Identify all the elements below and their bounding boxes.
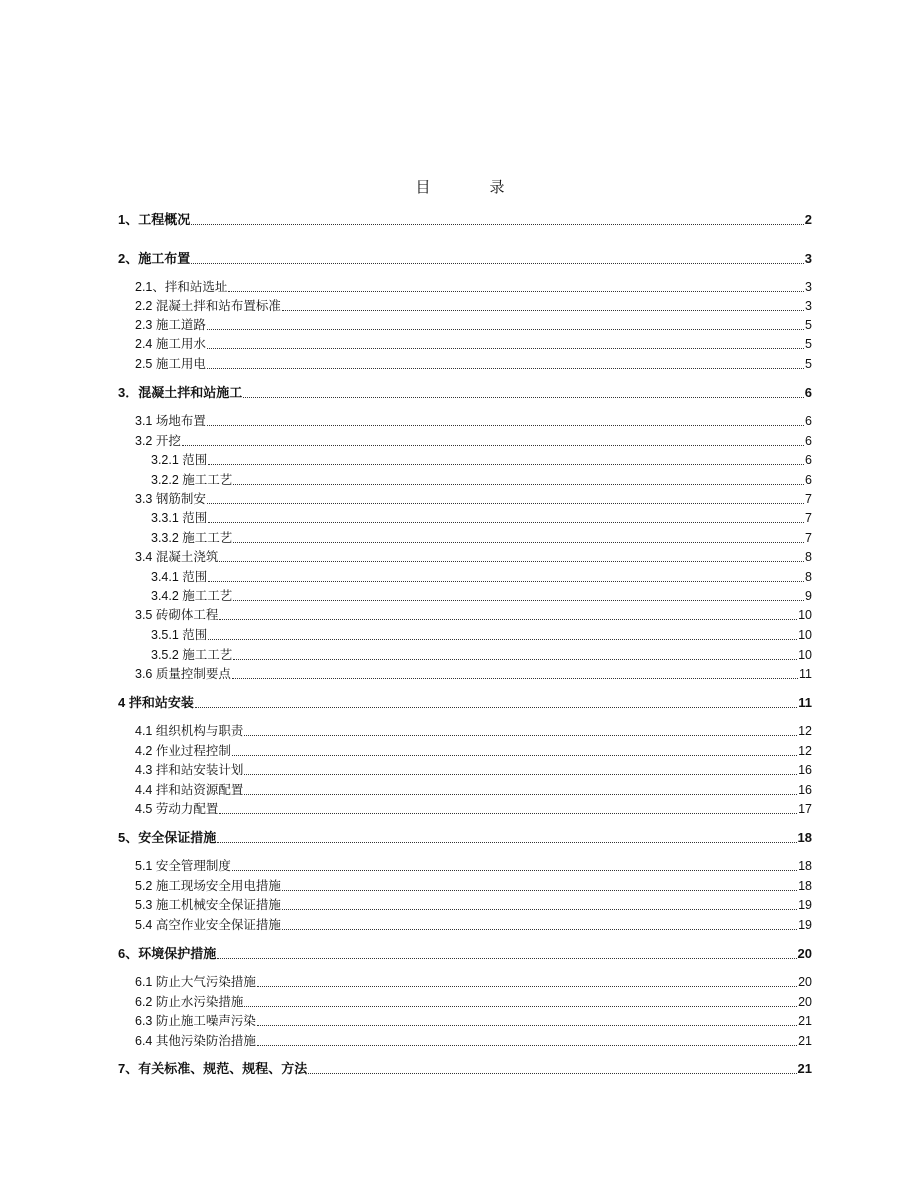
toc-entry[interactable] — [151, 646, 812, 664]
dot-leader — [208, 522, 804, 523]
toc-entry[interactable] — [151, 509, 812, 527]
toc-entry[interactable] — [151, 471, 812, 489]
toc-entry-label: 3.4.1 范围 — [151, 570, 208, 584]
toc-entry-label: 6、环境保护措施 — [118, 946, 217, 961]
toc-entry-page-number: 18 — [797, 830, 812, 845]
toc-entry-page-number: 20 — [798, 995, 812, 1009]
toc-entry-page-number: 3 — [805, 299, 812, 313]
toc-entry[interactable] — [135, 432, 812, 450]
toc-entry-page-number: 8 — [805, 570, 812, 584]
toc-entry-label: 2.1、拌和站选址 — [135, 280, 228, 294]
dot-leader — [219, 813, 797, 814]
dot-leader — [182, 445, 804, 446]
toc-entry-label: 1、工程概况 — [118, 212, 191, 227]
toc-entry-page-number: 7 — [805, 511, 812, 525]
toc-entry-label: 4.3 拌和站安装计划 — [135, 763, 244, 777]
toc-entry[interactable] — [151, 626, 812, 644]
toc-entry-page-number: 10 — [798, 628, 812, 642]
toc-entry[interactable] — [135, 857, 812, 875]
toc-entry-page-number: 18 — [798, 859, 812, 873]
toc-entry[interactable] — [135, 606, 812, 624]
toc-entry[interactable] — [135, 916, 812, 934]
toc-entry-page-number: 7 — [805, 492, 812, 506]
toc-entry-label: 3.1 场地布置 — [135, 414, 206, 428]
dot-leader — [257, 986, 797, 987]
toc-entry-label: 4 拌和站安装 — [118, 695, 194, 710]
toc-entry-page-number: 11 — [798, 695, 812, 710]
toc-entry-page-number: 5 — [805, 318, 812, 332]
toc-entry-page-number: 18 — [798, 879, 812, 893]
toc-entry[interactable] — [151, 568, 812, 586]
toc-entry-label: 3.5 砖砌体工程 — [135, 608, 219, 622]
toc-entry-page-number: 7 — [805, 531, 812, 545]
toc-entry-label: 5.1 安全管理制度 — [135, 859, 231, 873]
dot-leader — [233, 659, 797, 660]
toc-entry-page-number: 6 — [805, 434, 812, 448]
dot-leader — [233, 542, 804, 543]
toc-title: 目 录 — [415, 178, 527, 196]
toc-entry[interactable] — [135, 973, 812, 991]
toc-entry-label: 2.2 混凝土拌和站布置标准 — [135, 299, 281, 313]
toc-entry[interactable] — [118, 1060, 812, 1078]
toc-entry-page-number: 3 — [804, 251, 812, 266]
toc-entry-label: 6.4 其他污染防治措施 — [135, 1034, 256, 1048]
toc-entry-label: 3.4.2 施工工艺 — [151, 589, 233, 603]
dot-leader — [282, 929, 797, 930]
toc-entry[interactable] — [135, 355, 812, 373]
toc-entry-page-number: 10 — [798, 648, 812, 662]
toc-entry-page-number: 16 — [798, 783, 812, 797]
dot-leader — [282, 909, 797, 910]
toc-entry-label: 2.3 施工道路 — [135, 318, 206, 332]
dot-leader — [244, 774, 797, 775]
toc-entry-label: 3．混凝土拌和站施工 — [118, 385, 243, 400]
toc-entry-label: 4.5 劳动力配置 — [135, 802, 219, 816]
toc-entry-page-number: 9 — [805, 589, 812, 603]
toc-entry[interactable] — [151, 451, 812, 469]
toc-entry-page-number: 6 — [805, 414, 812, 428]
dot-leader — [217, 958, 796, 959]
toc-entry-page-number: 6 — [805, 453, 812, 467]
dot-leader — [244, 1006, 797, 1007]
toc-entry[interactable] — [118, 250, 812, 268]
toc-entry-page-number: 8 — [805, 550, 812, 564]
toc-entry-label: 3.2 开挖 — [135, 434, 181, 448]
toc-entry-page-number: 2 — [804, 212, 812, 227]
dot-leader — [195, 707, 797, 708]
dot-leader — [257, 1025, 797, 1026]
toc-entry-page-number: 21 — [797, 1061, 812, 1076]
toc-entry-page-number: 10 — [798, 608, 812, 622]
toc-entry-label: 6.2 防止水污染措施 — [135, 995, 244, 1009]
toc-entry-label: 2.4 施工用水 — [135, 337, 206, 351]
dot-leader — [232, 870, 797, 871]
toc-entry-label: 5、安全保证措施 — [118, 830, 217, 845]
toc-entry-page-number: 11 — [799, 667, 812, 681]
toc-entry-label: 3.3.2 施工工艺 — [151, 531, 233, 545]
toc-entry[interactable] — [135, 548, 812, 566]
toc-entry-page-number: 20 — [798, 975, 812, 989]
toc-entry-label: 4.2 作业过程控制 — [135, 744, 231, 758]
toc-entry-label: 6.3 防止施工噪声污染 — [135, 1014, 256, 1028]
toc-entry-page-number: 6 — [805, 473, 812, 487]
toc-entry[interactable] — [135, 335, 812, 353]
toc-entry-label: 6.1 防止大气污染措施 — [135, 975, 256, 989]
toc-entry[interactable] — [118, 945, 812, 963]
toc-entry[interactable] — [118, 211, 812, 229]
toc-entry[interactable] — [135, 781, 812, 799]
dot-leader — [207, 348, 804, 349]
dot-leader — [244, 735, 797, 736]
toc-entry-label: 3.5.1 范围 — [151, 628, 208, 642]
toc-entry-page-number: 5 — [805, 337, 812, 351]
dot-leader — [219, 561, 804, 562]
toc-entry-label: 4.1 组织机构与职责 — [135, 724, 244, 738]
toc-entry-label: 3.3.1 范围 — [151, 511, 208, 525]
dot-leader — [282, 890, 797, 891]
toc-entry-page-number: 12 — [798, 724, 812, 738]
toc-entry-page-number: 3 — [805, 280, 812, 294]
toc-entry-label: 5.4 高空作业安全保证措施 — [135, 918, 281, 932]
toc-entry-label: 5.3 施工机械安全保证措施 — [135, 898, 281, 912]
toc-entry-label: 5.2 施工现场安全用电措施 — [135, 879, 281, 893]
toc-entry[interactable] — [118, 384, 812, 402]
dot-leader — [207, 503, 804, 504]
toc-entry[interactable] — [135, 278, 812, 296]
toc-entry-page-number: 12 — [798, 744, 812, 758]
toc-entry[interactable] — [151, 587, 812, 605]
dot-leader — [232, 755, 797, 756]
toc-entry[interactable] — [118, 694, 812, 712]
dot-leader — [207, 368, 804, 369]
dot-leader — [228, 291, 804, 292]
toc-entry[interactable] — [151, 529, 812, 547]
toc-entry-label: 2、施工布置 — [118, 251, 191, 266]
toc-entry-label: 7、有关标准、规范、规程、方法 — [118, 1061, 308, 1076]
dot-leader — [233, 600, 804, 601]
toc-entry[interactable] — [135, 722, 812, 740]
toc-entry-page-number: 21 — [798, 1014, 812, 1028]
toc-entry[interactable] — [135, 1012, 812, 1030]
dot-leader — [219, 619, 797, 620]
toc-entry[interactable] — [135, 316, 812, 334]
toc-entry[interactable] — [135, 993, 812, 1011]
dot-leader — [208, 581, 804, 582]
dot-leader — [208, 464, 804, 465]
toc-entry-label: 3.2.2 施工工艺 — [151, 473, 233, 487]
toc-entry-page-number: 20 — [797, 946, 812, 961]
toc-entry[interactable] — [135, 877, 812, 895]
dot-leader — [243, 397, 804, 398]
toc-entry[interactable] — [135, 761, 812, 779]
dot-leader — [257, 1045, 797, 1046]
toc-entry-label: 2.5 施工用电 — [135, 357, 206, 371]
toc-entry[interactable] — [135, 800, 812, 818]
dot-leader — [191, 224, 804, 225]
dot-leader — [191, 263, 804, 264]
toc-entry[interactable] — [135, 742, 812, 760]
dot-leader — [282, 310, 804, 311]
toc-entry-label: 3.6 质量控制要点 — [135, 667, 231, 681]
toc-entry-label: 3.4 混凝土浇筑 — [135, 550, 219, 564]
toc-entry-page-number: 19 — [798, 918, 812, 932]
dot-leader — [244, 794, 797, 795]
toc-entry[interactable] — [135, 412, 812, 430]
toc-entry-page-number: 5 — [805, 357, 812, 371]
toc-entry-label: 4.4 拌和站资源配置 — [135, 783, 244, 797]
dot-leader — [308, 1073, 796, 1074]
toc-entry-page-number: 17 — [798, 802, 812, 816]
toc-entry-page-number: 21 — [798, 1034, 812, 1048]
toc-entry-page-number: 16 — [798, 763, 812, 777]
dot-leader — [207, 425, 804, 426]
dot-leader — [207, 329, 804, 330]
toc-entry-page-number: 6 — [804, 385, 812, 400]
toc-entry[interactable] — [135, 490, 812, 508]
toc-entry[interactable] — [135, 896, 812, 914]
dot-leader — [217, 842, 796, 843]
toc-entry[interactable] — [135, 297, 812, 315]
toc-entry-page-number: 19 — [798, 898, 812, 912]
toc-entry-label: 3.2.1 范围 — [151, 453, 208, 467]
toc-entry-label: 3.5.2 施工工艺 — [151, 648, 233, 662]
toc-entry[interactable] — [118, 829, 812, 847]
toc-entry[interactable] — [135, 1032, 812, 1050]
dot-leader — [208, 639, 797, 640]
dot-leader — [232, 678, 798, 679]
toc-entry[interactable] — [135, 665, 812, 683]
toc-entry-label: 3.3 钢筋制安 — [135, 492, 206, 506]
dot-leader — [233, 484, 804, 485]
